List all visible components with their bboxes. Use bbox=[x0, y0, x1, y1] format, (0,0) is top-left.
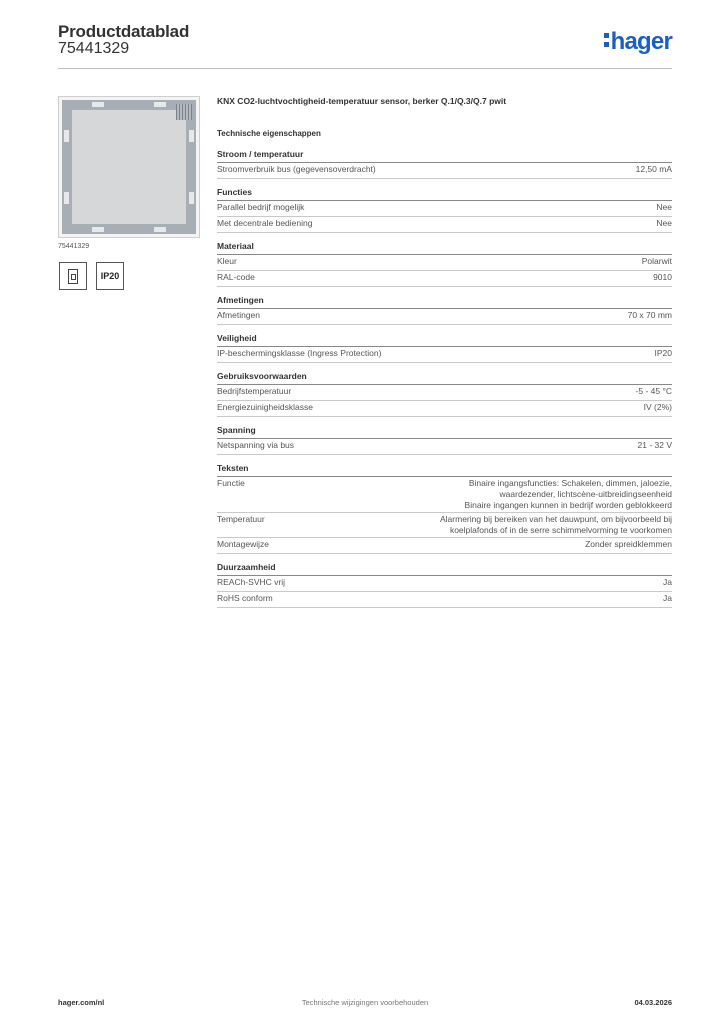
property-label: IP-beschermingsklasse (Ingress Protection) bbox=[217, 348, 382, 358]
section-title: Afmetingen bbox=[217, 295, 672, 309]
property-row bbox=[217, 271, 672, 287]
property-value: 21 - 32 V bbox=[637, 440, 672, 450]
property-label: Montagewijze bbox=[217, 539, 269, 549]
property-label: RAL-code bbox=[217, 272, 255, 282]
property-label: Temperatuur bbox=[217, 514, 265, 524]
property-row bbox=[217, 347, 672, 363]
section bbox=[217, 562, 672, 608]
property-row bbox=[217, 255, 672, 271]
page-header bbox=[58, 20, 672, 69]
property-value: Zonder spreidklemmen bbox=[585, 539, 672, 549]
property-label: Energiezuinigheidsklasse bbox=[217, 402, 313, 412]
property-value: Ja bbox=[663, 593, 672, 603]
property-row bbox=[217, 401, 672, 417]
cover-plate bbox=[62, 100, 196, 234]
property-label: REACh-SVHC vrij bbox=[217, 577, 286, 587]
property-row bbox=[217, 439, 672, 455]
hager-logo bbox=[604, 28, 672, 56]
section bbox=[217, 463, 672, 554]
property-value: Nee bbox=[656, 202, 672, 212]
flush-mount-icon bbox=[59, 262, 87, 290]
section bbox=[217, 187, 672, 233]
property-value: 9010 bbox=[653, 272, 672, 282]
property-sections bbox=[217, 149, 672, 608]
property-value: -5 - 45 °C bbox=[635, 386, 672, 396]
section bbox=[217, 333, 672, 363]
sensor-grille-icon bbox=[176, 104, 192, 120]
property-label: Stroomverbruik bus (gegevensoverdracht) bbox=[217, 164, 376, 174]
section-title: Duurzaamheid bbox=[217, 562, 672, 576]
property-value: 12,50 mA bbox=[635, 164, 672, 174]
ip20-badge: IP20 bbox=[96, 262, 124, 290]
sensor-face bbox=[72, 110, 186, 224]
property-label: Afmetingen bbox=[217, 310, 260, 320]
property-value: Binaire ingangsfuncties: Schakelen, dimmen, jaloezie, waardezender, lichtscène-uitbreidingseenheid Binaire ingangen kunnen in bedrijf worden geblokkeerd bbox=[464, 478, 672, 510]
property-label: Kleur bbox=[217, 256, 237, 266]
section-title: Materiaal bbox=[217, 241, 672, 255]
property-value: Alarmering bij bereiken van het dauwpunt, om bijvoorbeeld bij koelplafonds of in de serre schimmelvorming te voorkomen bbox=[440, 514, 672, 535]
section-title: Teksten bbox=[217, 463, 672, 477]
property-value: IV (2%) bbox=[643, 402, 672, 412]
property-value: IP20 bbox=[654, 348, 672, 358]
property-value: Polarwit bbox=[641, 256, 672, 266]
property-row bbox=[217, 385, 672, 401]
page-footer bbox=[58, 998, 672, 1012]
property-label: RoHS conform bbox=[217, 593, 273, 603]
property-label: Bedrijfstemperatuur bbox=[217, 386, 292, 396]
section bbox=[217, 295, 672, 325]
section-title: Stroom / temperatuur bbox=[217, 149, 672, 163]
section-title: Veiligheid bbox=[217, 333, 672, 347]
property-row bbox=[217, 163, 672, 179]
property-row bbox=[217, 477, 672, 513]
footer-disclaimer: Technische wijzigingen voorbehouden bbox=[301, 998, 429, 1007]
section bbox=[217, 241, 672, 287]
section-title: Functies bbox=[217, 187, 672, 201]
property-row bbox=[217, 576, 672, 592]
section bbox=[217, 149, 672, 179]
footer-website[interactable]: hager.com/nl bbox=[58, 998, 105, 1007]
section-title: Spanning bbox=[217, 425, 672, 439]
property-value: Ja bbox=[663, 577, 672, 587]
document-number: 75441329 bbox=[58, 40, 130, 57]
product-details bbox=[217, 95, 672, 608]
property-row bbox=[217, 592, 672, 608]
property-row bbox=[217, 513, 672, 538]
logo-dots-icon bbox=[604, 28, 610, 47]
property-label: Functie bbox=[217, 478, 245, 488]
property-label: Parallel bedrijf mogelijk bbox=[217, 202, 305, 212]
section bbox=[217, 425, 672, 455]
footer-date: 04.03.2026 bbox=[634, 998, 672, 1007]
property-row bbox=[217, 201, 672, 217]
logo-text: hager bbox=[610, 28, 672, 55]
product-image bbox=[58, 96, 200, 238]
section bbox=[217, 371, 672, 417]
image-caption: 75441329 bbox=[58, 243, 90, 250]
document-title: Productdatablad bbox=[58, 22, 190, 41]
property-row bbox=[217, 217, 672, 233]
product-title: KNX CO2-luchtvochtigheid-temperatuur sensor, berker Q.1/Q.3/Q.7 pwit bbox=[217, 96, 507, 106]
property-value: 70 x 70 mm bbox=[627, 310, 672, 320]
property-label: Netspanning via bus bbox=[217, 440, 295, 450]
property-row bbox=[217, 538, 672, 554]
section-title: Gebruiksvoorwaarden bbox=[217, 371, 672, 385]
property-row bbox=[217, 309, 672, 325]
property-value: Nee bbox=[656, 218, 672, 228]
property-label: Met decentrale bediening bbox=[217, 218, 313, 228]
properties-title: Technische eigenschappen bbox=[217, 129, 321, 138]
